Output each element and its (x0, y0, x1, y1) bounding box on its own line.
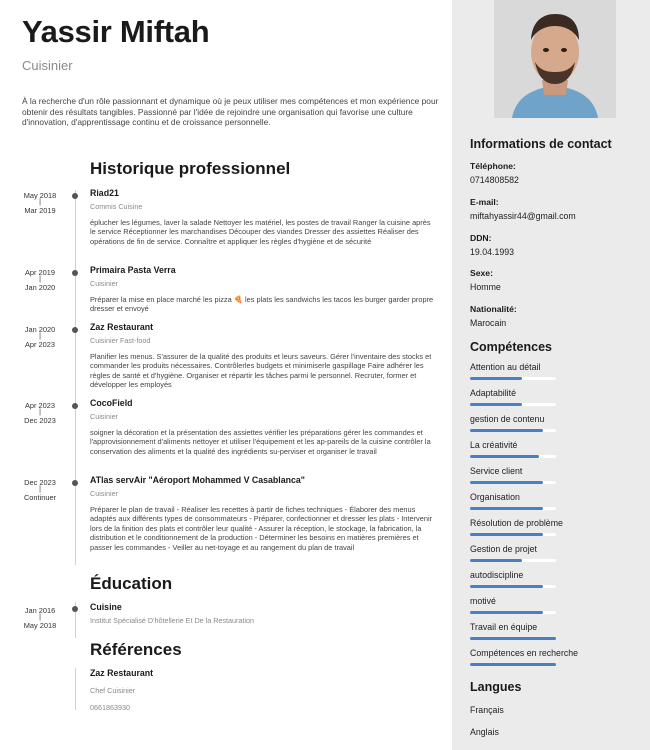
skills-heading: Compétences (470, 340, 552, 354)
skill-level-bar (470, 559, 556, 562)
reference-role: Chef Cuisinier (90, 686, 136, 695)
skill-label: autodiscipline (470, 570, 524, 580)
start-date: Apr 2023 (25, 401, 55, 410)
experience-entry (90, 265, 435, 314)
skill-label: Travail en équipe (470, 622, 538, 632)
skill-level-bar (470, 637, 556, 640)
nationality-value: Marocain (470, 318, 507, 328)
phone-label: Téléphone: (470, 161, 516, 171)
end-date: Jan 2020 (24, 283, 56, 292)
job-description: Préparer la mise en place marché les pizza 🍕 les plats les sandwichs les tacos les burger garder propre dresser et envoyé (90, 295, 434, 314)
experience-dates (14, 268, 66, 292)
job-description: Planifier les menus. S'assurer de la qualité des produits et leurs saveurs. Gérer l'inventaire des stocks et commander les produits nécessaires. Contrôlerles budgets et minimiserle gaspillage Faire adhérer les règles de santé et d'hygiène. Organiser et répartir les tâches parmi le personnel. Recruter, former et développer les employés (90, 352, 432, 390)
experience-entry (90, 475, 435, 552)
nationality-label: Nationalité: (470, 304, 517, 314)
skill-level-bar (470, 429, 556, 432)
reference-entry (90, 668, 435, 712)
skill-level-fill (470, 637, 556, 640)
skill-level-bar (470, 455, 556, 458)
skill-item (470, 440, 640, 450)
skill-level-fill (470, 455, 539, 458)
skill-label: La créativité (470, 440, 518, 450)
ddn-label: DDN: (470, 233, 492, 243)
reference-phone: 0661863930 (90, 703, 130, 712)
timeline-dot (72, 327, 78, 333)
skill-item (470, 648, 640, 658)
company-name: ATlas servAir "Aéroport Mohammed V Casablanca" (90, 475, 305, 485)
profile-photo (494, 0, 616, 118)
experience-dates (14, 191, 66, 215)
end-date: Continuer (23, 493, 57, 502)
skill-item (470, 518, 640, 528)
skill-level-fill (470, 507, 543, 510)
skill-item (470, 466, 640, 476)
company-name: Zaz Restaurant (90, 322, 154, 332)
candidate-name: Yassir Miftah (22, 14, 210, 49)
language-item: Anglais (470, 727, 499, 737)
ddn-value: 19.04.1993 (470, 247, 515, 257)
skill-label: gestion de contenu (470, 414, 545, 424)
start-date: Apr 2019 (25, 268, 55, 277)
skill-level-bar (470, 481, 556, 484)
timeline-dot (72, 606, 78, 612)
timeline-dot (72, 403, 78, 409)
job-role: Commis Cuisine (90, 202, 143, 211)
job-role: Cuisinier (90, 279, 118, 288)
education-dates (14, 606, 66, 630)
date-separator: | (39, 614, 41, 621)
person-portrait-icon (494, 0, 616, 118)
reference-company: Zaz Restaurant (90, 668, 154, 678)
date-separator: | (39, 276, 41, 283)
company-name: CocoField (90, 398, 133, 408)
job-role: Cuisinier (90, 412, 118, 421)
skill-label: Service client (470, 466, 523, 476)
experience-heading: Historique professionnel (90, 159, 291, 178)
end-date: Apr 2023 (25, 340, 55, 349)
contact-heading: Informations de contact (470, 137, 612, 151)
skill-item (470, 414, 640, 424)
skill-level-bar (470, 533, 556, 536)
skill-level-fill (470, 403, 522, 406)
skill-label: Attention au détail (470, 362, 541, 372)
date-separator: | (39, 199, 41, 206)
job-role: Cuisinier (90, 489, 118, 498)
timeline-dot (72, 480, 78, 486)
skill-label: Résolution de problème (470, 518, 563, 528)
skill-level-fill (470, 559, 522, 562)
education-heading: Éducation (90, 574, 173, 593)
date-separator: | (39, 333, 41, 340)
skill-level-bar (470, 507, 556, 510)
languages-heading: Langues (470, 680, 522, 694)
skill-level-fill (470, 377, 522, 380)
job-description: soigner la décoration et la présentation des assiettes vérifier les préparations gérer les commandes et l'approvisionnement d'aliments nettoyer et utiliser l'équipement et les ap-pareils de la cuisine contrôler la conservation des aliments et la qualité des ingrédients su-perviser et organiser le travail (90, 428, 431, 456)
skill-level-bar (470, 585, 556, 588)
timeline-dot (72, 193, 78, 199)
skill-item (470, 622, 640, 632)
skill-label: Organisation (470, 492, 520, 502)
timeline-dot (72, 270, 78, 276)
date-separator: | (39, 486, 41, 493)
skill-level-fill (470, 429, 543, 432)
skill-label: Compétences en recherche (470, 648, 579, 658)
skill-label: Gestion de projet (470, 544, 537, 554)
skill-level-fill (470, 533, 543, 536)
experience-dates (14, 325, 66, 349)
skill-item (470, 492, 640, 502)
skill-level-fill (470, 585, 543, 588)
experience-entry (90, 188, 435, 246)
skill-level-bar (470, 663, 556, 666)
start-date: Dec 2023 (24, 478, 56, 487)
email-label: E-mail: (470, 197, 499, 207)
school-name: Institut Spécialisé D'hôtellerie Et De la Restauration (90, 616, 254, 625)
skill-label: Adaptabilité (470, 388, 516, 398)
start-date: May 2018 (23, 191, 57, 200)
phone-value: 0714808582 (470, 175, 519, 185)
skill-item (470, 388, 640, 398)
experience-timeline (75, 190, 76, 565)
experience-dates (14, 478, 66, 502)
skill-level-fill (470, 611, 543, 614)
sexe-value: Homme (470, 282, 501, 292)
references-timeline (75, 668, 76, 710)
language-item: Français (470, 705, 504, 715)
date-separator: | (39, 409, 41, 416)
skill-item (470, 596, 640, 606)
job-description: éplucher les légumes, laver la salade Nettoyer les matériel, les postes de travail Ranger la cuisine après le service Réceptionner les marchandises Découper des viandes Dresser des assiettes Réaliser des opérations de fin de service. Connaître et appliquer les règles d'hygiène et de sécurité (90, 218, 431, 246)
company-name: Primaira Pasta Verra (90, 265, 176, 275)
skill-level-fill (470, 481, 543, 484)
experience-entry (90, 398, 435, 456)
profile-summary: À la recherche d'un rôle passionnant et dynamique où je peux utiliser mes compétences et mon expérience pour obtenir des résultats tangibles. Passionné par l'idée de rejoindre une organisation qui favorise une culture d'innovation, d'apprentissage continu et de croissance personnelle. (22, 96, 439, 128)
job-title: Cuisinier (22, 58, 73, 73)
skill-level-bar (470, 377, 556, 380)
skill-level-fill (470, 663, 556, 666)
skill-item (470, 544, 640, 554)
start-date: Jan 2020 (24, 325, 56, 334)
end-date: May 2018 (23, 621, 57, 630)
start-date: Jan 2016 (24, 606, 56, 615)
job-description: Préparer le plan de travail - Réaliser les recettes à partir de fiches techniques - Élaborer des menus adaptés aux différents types de consommateurs - Préparer, confectionner et dresser les plats - Intervenir lors de la finition des plats et contrôler leur qualité - Assurer la réception, le stockage, la fabrication, la distribution et le conditionnement de la production - Déterminer les besoins en matières premières et passer les commandes - Veiller au net-toyage et au rangement du plan de travail (90, 505, 433, 552)
sexe-label: Sexe: (470, 268, 493, 278)
job-role: Cuisinier Fast-food (90, 336, 151, 345)
skill-item (470, 362, 640, 372)
experience-dates (14, 401, 66, 425)
end-date: Mar 2019 (24, 206, 56, 215)
end-date: Dec 2023 (24, 416, 56, 425)
references-heading: Références (90, 640, 182, 659)
sidebar (452, 0, 650, 750)
degree-name: Cuisine (90, 602, 122, 612)
skill-level-bar (470, 611, 556, 614)
email-value: miftahyassir44@gmail.com (470, 211, 576, 221)
experience-entry (90, 322, 435, 390)
skill-level-bar (470, 403, 556, 406)
skill-label: motivé (470, 596, 496, 606)
skill-item (470, 570, 640, 580)
company-name: Riad21 (90, 188, 119, 198)
education-entry (90, 602, 435, 625)
